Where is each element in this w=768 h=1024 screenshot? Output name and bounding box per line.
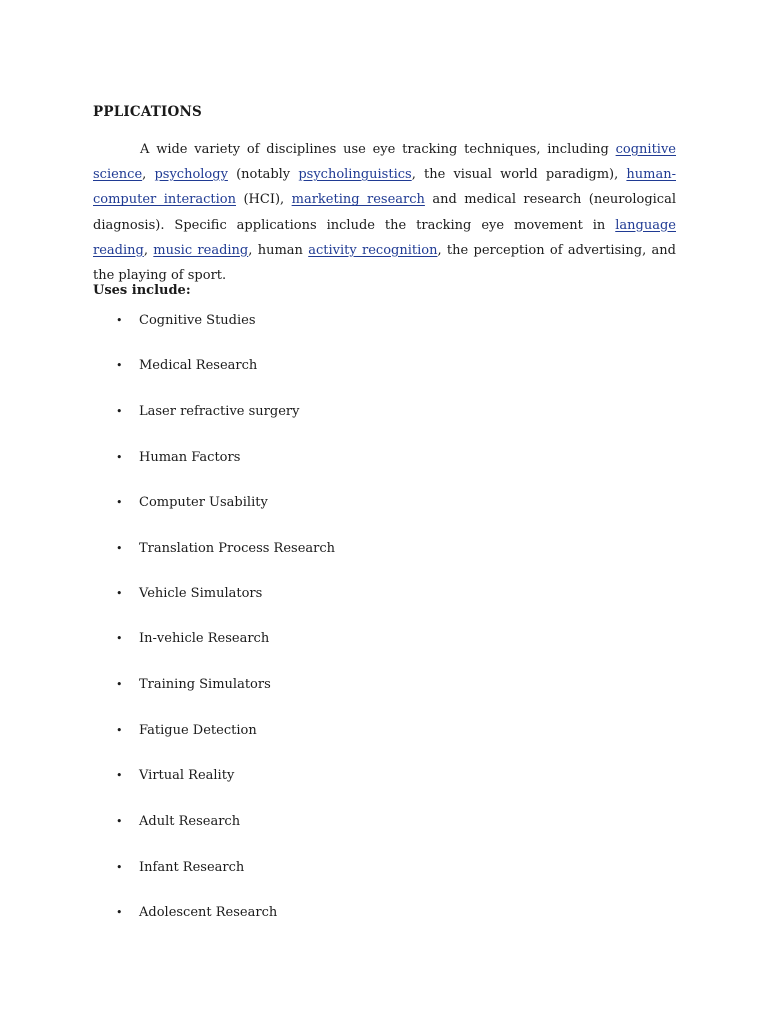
paragraph-text: (notably xyxy=(227,167,299,183)
list-item xyxy=(116,447,240,467)
bullet-icon: • xyxy=(116,313,123,327)
list-item-label: In-vehicle Research xyxy=(139,630,270,646)
list-item-label: Laser refractive surgery xyxy=(139,403,300,419)
bullet-icon: • xyxy=(116,358,123,372)
list-item xyxy=(116,674,271,694)
paragraph-text: , human xyxy=(248,242,309,258)
list-item-label: Translation Process Research xyxy=(139,540,336,556)
list-item xyxy=(116,765,234,785)
list-item-label: Fatigue Detection xyxy=(139,722,257,738)
link-psycholinguistics[interactable]: psycholinguistics xyxy=(298,167,412,183)
paragraph-text: , xyxy=(143,242,154,258)
bullet-icon: • xyxy=(116,404,123,418)
paragraph-text: , the perception of advertising, and the playing of sport. xyxy=(93,242,677,284)
list-item xyxy=(116,628,269,648)
link-music-reading[interactable]: music reading xyxy=(153,242,249,258)
list-item xyxy=(116,811,240,831)
list-item xyxy=(116,492,268,512)
bullet-icon: • xyxy=(116,768,123,782)
bullet-icon: • xyxy=(116,814,123,828)
paragraph-text: (HCI), xyxy=(236,192,292,208)
bullet-icon: • xyxy=(116,495,123,509)
link-psychology[interactable]: psychology xyxy=(154,167,228,183)
bullet-icon: • xyxy=(116,541,123,555)
list-item xyxy=(116,583,262,603)
link-human-computer-interaction[interactable]: human-computer interaction xyxy=(93,167,676,208)
list-item-label: Virtual Reality xyxy=(139,767,235,783)
link-language-reading[interactable]: language reading xyxy=(93,217,676,258)
bullet-icon: • xyxy=(116,860,123,874)
list-item-label: Human Factors xyxy=(139,449,241,465)
list-item-label: Training Simulators xyxy=(139,676,271,692)
list-item-label: Adolescent Research xyxy=(139,904,278,920)
link-cognitive-science[interactable]: cognitive science xyxy=(93,142,676,183)
link-marketing-research[interactable]: marketing research xyxy=(291,192,425,208)
list-item xyxy=(116,538,335,558)
list-item-label: Medical Research xyxy=(139,357,258,373)
uses-heading: Uses include: xyxy=(93,283,191,298)
list-item xyxy=(116,720,257,740)
bullet-icon: • xyxy=(116,631,123,645)
paragraph-text: and medical research (neurological diagnosis). Specific applications include the tracking eye movement in xyxy=(93,192,676,233)
bullet-icon: • xyxy=(116,723,123,737)
list-item xyxy=(116,355,257,375)
bullet-icon: • xyxy=(116,905,123,919)
list-item xyxy=(116,401,299,421)
bullet-icon: • xyxy=(116,677,123,691)
paragraph-text: , the visual world paradigm), xyxy=(411,167,627,183)
list-item xyxy=(116,902,277,922)
section-heading: PPLICATIONS xyxy=(93,104,203,120)
list-item-label: Cognitive Studies xyxy=(139,312,256,328)
list-item-label: Computer Usability xyxy=(139,494,268,510)
applications-paragraph xyxy=(93,137,676,288)
bullet-icon: • xyxy=(116,450,123,464)
link-activity-recognition[interactable]: activity recognition xyxy=(308,242,438,258)
bullet-icon: • xyxy=(116,586,123,600)
list-item xyxy=(116,857,244,877)
list-item-label: Infant Research xyxy=(139,859,245,875)
paragraph-text: , xyxy=(142,167,155,183)
list-item xyxy=(116,310,256,330)
list-item-label: Vehicle Simulators xyxy=(139,585,263,601)
list-item-label: Adult Research xyxy=(139,813,241,829)
paragraph-text: A wide variety of disciplines use eye tracking techniques, including xyxy=(140,142,616,157)
